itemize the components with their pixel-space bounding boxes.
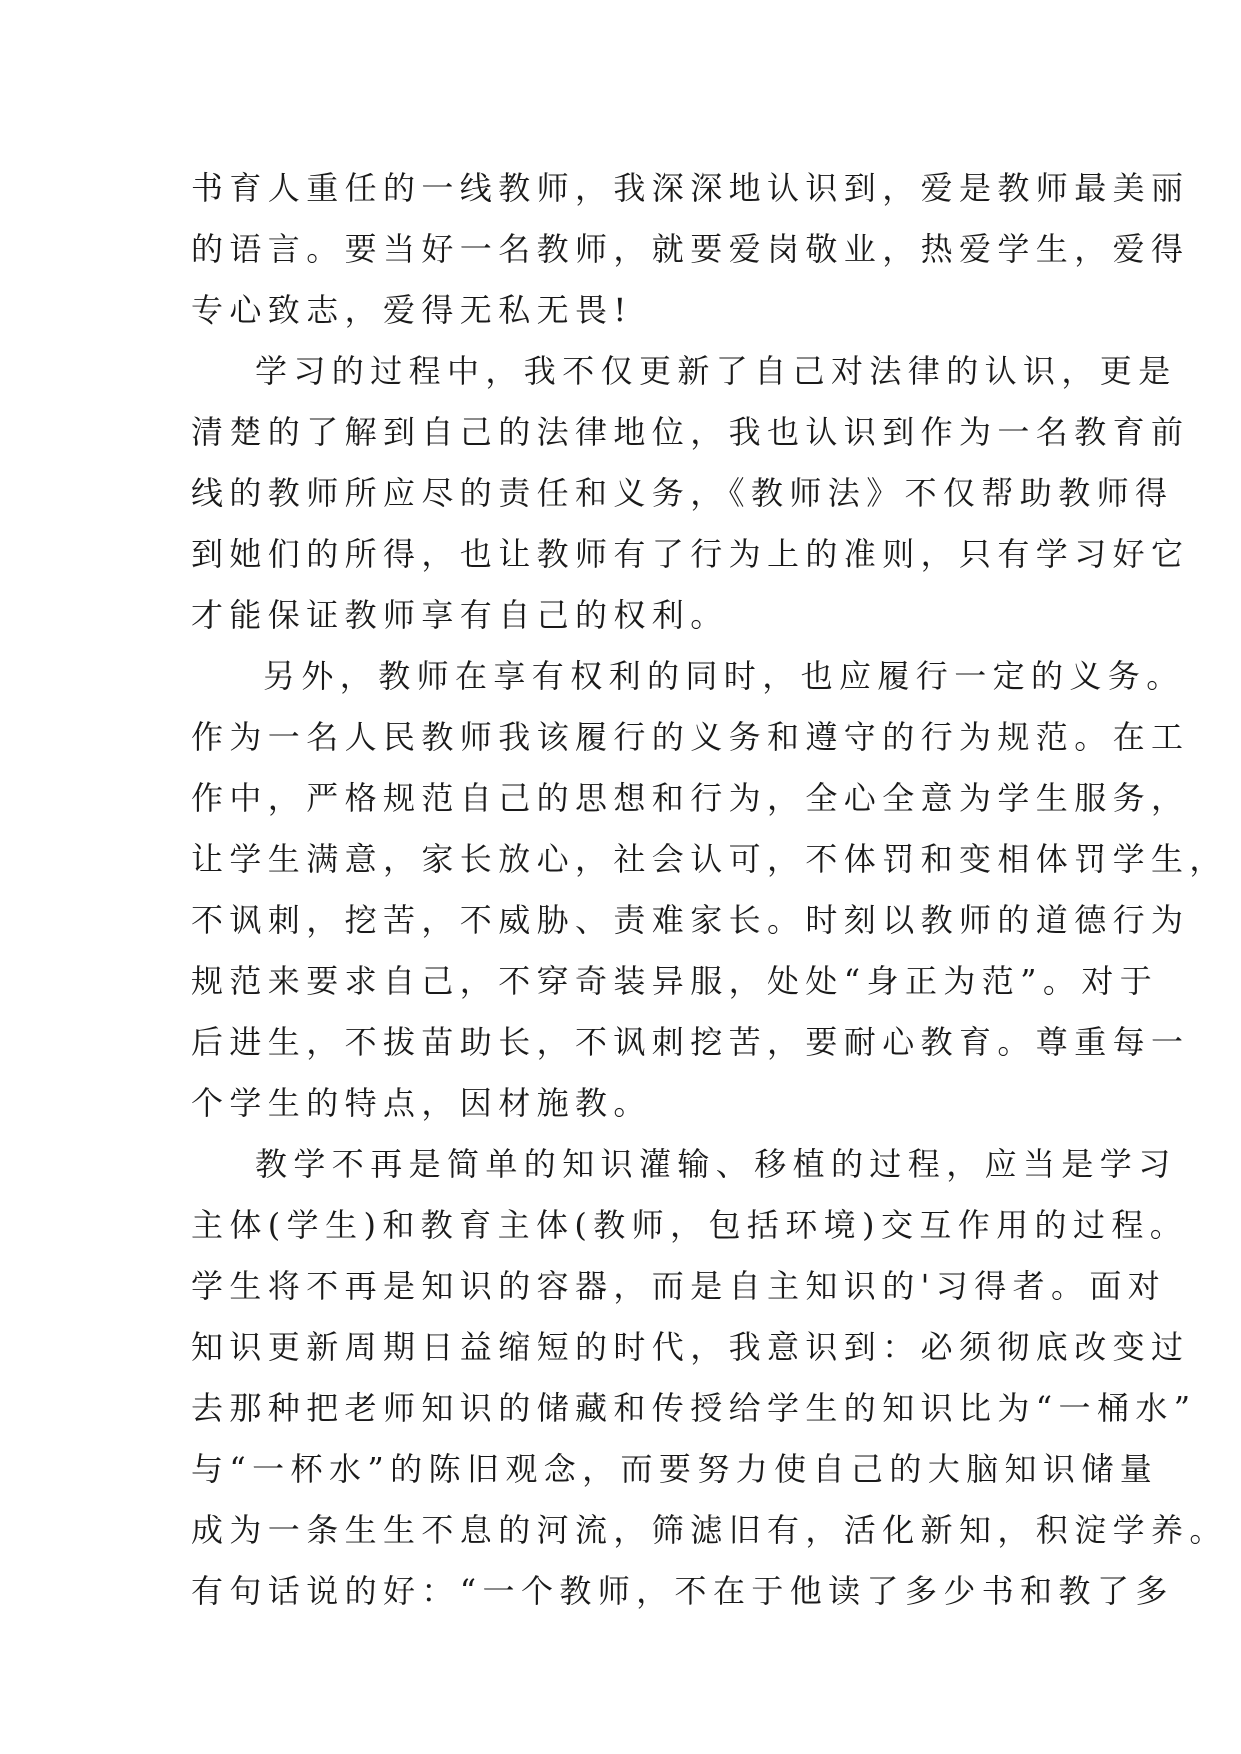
text-line: 知识更新周期日益缩短的时代，我意识到：必须彻底改变过 [191, 1328, 1190, 1366]
text-line: 不讽刺，挖苦，不威胁、责难家长。时刻以教师的道德行为 [191, 901, 1190, 939]
text-line: 主体(学生)和教育主体(教师，包括环境)交互作用的过程。 [191, 1206, 1189, 1244]
text-line: 学生将不再是知识的容器，而是自主知识的'习得者。面对 [191, 1267, 1167, 1305]
text-line: 作中，严格规范自己的思想和行为，全心全意为学生服务， [191, 779, 1190, 817]
text-line: 成为一条生生不息的河流，筛滤旧有，活化新知，积淀学养。 [191, 1511, 1228, 1549]
paragraph-first-line: 教学不再是简单的知识灌输、移植的过程，应当是学习 [255, 1145, 1177, 1183]
text-line: 与“一杯水”的陈旧观念，而要努力使自己的大脑知识储量 [191, 1450, 1159, 1488]
text-line: 去那种把老师知识的储藏和传授给学生的知识比为“一桶水” [191, 1389, 1197, 1427]
text-line: 到她们的所得，也让教师有了行为上的准则，只有学习好它 [191, 535, 1190, 573]
text-line: 才能保证教师享有自己的权利。 [191, 596, 729, 634]
text-line: 专心致志，爱得无私无畏! [191, 291, 633, 329]
text-line: 后进生，不拔苗助长，不讽刺挖苦，要耐心教育。尊重每一 [191, 1023, 1190, 1061]
paragraph-first-line: 另外，教师在享有权利的同时，也应履行一定的义务。 [263, 657, 1185, 695]
document-body [191, 158, 1228, 1622]
paragraph-first-line: 学习的过程中，我不仅更新了自己对法律的认识，更是 [255, 352, 1177, 390]
text-line: 线的教师所应尽的责任和义务，《教师法》不仅帮助教师得 [191, 474, 1174, 512]
text-line: 有句话说的好：“一个教师，不在于他读了多少书和教了多 [191, 1572, 1174, 1610]
text-line: 个学生的特点，因材施教。 [191, 1084, 652, 1122]
text-line: 作为一名人民教师我该履行的义务和遵守的行为规范。在工 [191, 718, 1190, 756]
text-line: 清楚的了解到自己的法律地位，我也认识到作为一名教育前 [191, 413, 1190, 451]
text-line: 的语言。要当好一名教师，就要爱岗敬业，热爱学生，爱得 [191, 230, 1190, 268]
text-line: 书育人重任的一线教师，我深深地认识到，爱是教师最美丽 [191, 169, 1190, 207]
text-line: 让学生满意，家长放心，社会认可，不体罚和变相体罚学生， [191, 840, 1228, 878]
text-line: 规范来要求自己，不穿奇装异服，处处“身正为范”。对于 [191, 962, 1159, 1000]
